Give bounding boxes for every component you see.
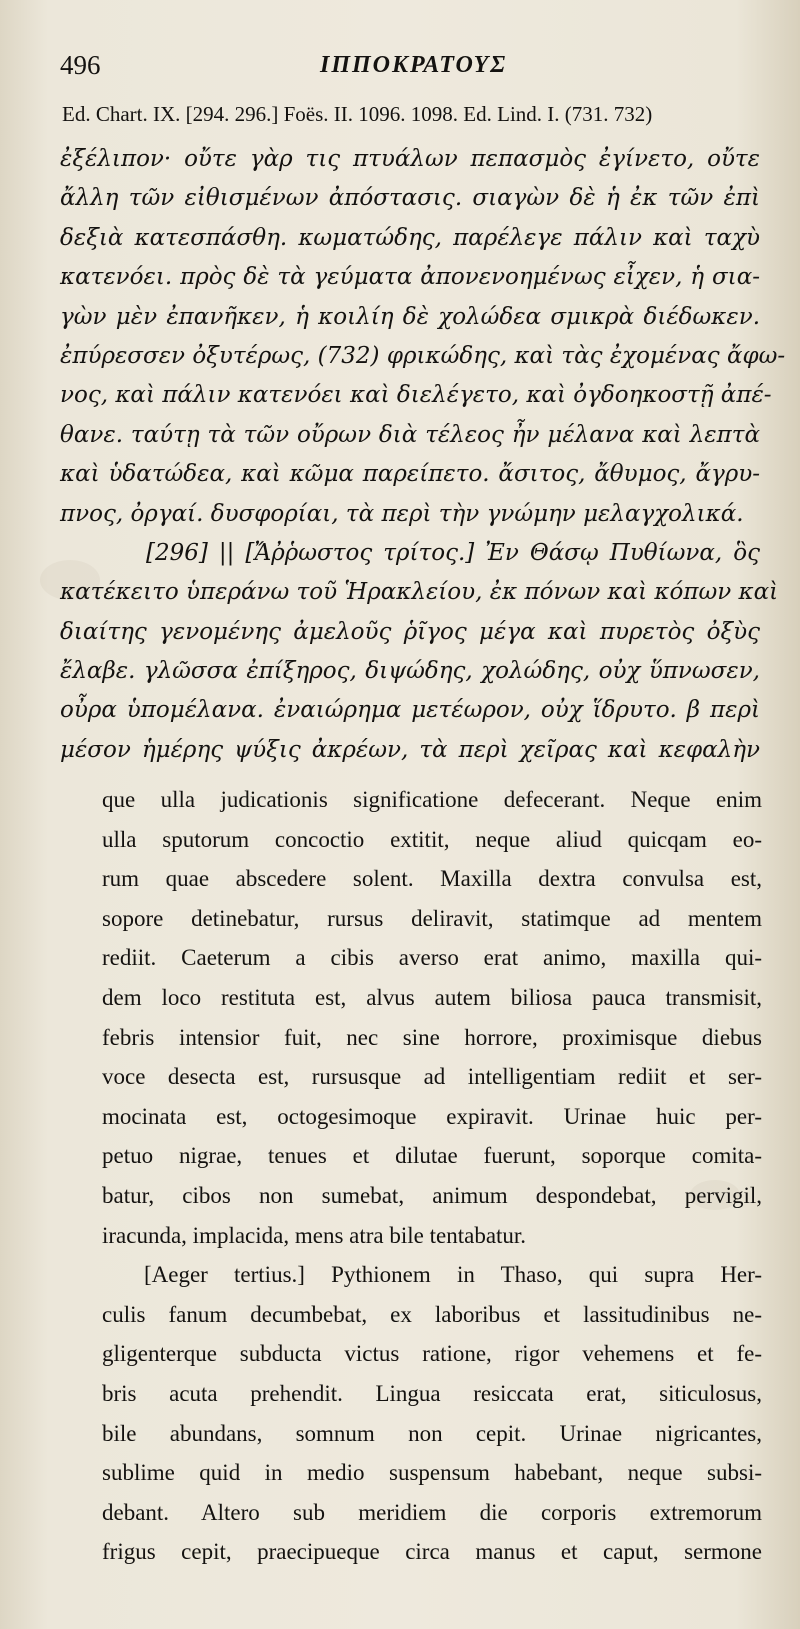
latin-line: culis fanum decumbebat, ex laboribus et lassitudinibus ne- xyxy=(102,1301,762,1327)
latin-line: febris intensior fuit, nec sine horrore, proximisque diebus xyxy=(102,1024,762,1050)
greek-line: πνος, ὀργαί. δυσφορίαι, τὰ περὶ τὴν γνώμην μελαγχολικά. xyxy=(60,500,744,527)
greek-line: γὼν μὲν ἐπανῆκεν, ἡ κοιλίη δὲ χολώδεα σμικρὰ διέδωκεν. xyxy=(60,303,760,330)
greek-line: νος, καὶ πάλιν κατενόει καὶ διελέγετο, καὶ ὀγδοηκοστῇ ἀπέ- xyxy=(60,382,772,409)
latin-line: rediit. Caeterum a cibis averso erat animo, maxilla qui- xyxy=(102,945,762,971)
latin-line: iracunda, implacida, mens atra bile tentabatur. xyxy=(102,1222,527,1248)
greek-line: ἔλαβε. γλῶσσα ἐπίξηρος, διψώδης, χολώδης, οὐχ ὕπνωσεν, xyxy=(60,658,760,685)
latin-line: frigus cepit, praecipueque circa manus et caput, sermone xyxy=(102,1539,762,1565)
greek-line: κατενόει. πρὸς δὲ τὰ γεύματα ἀπονενοημένως εἶχεν, ἡ σια- xyxy=(60,264,760,291)
greek-line: κατέκειτο ὑπεράνω τοῦ Ἡρακλείου, ἐκ πόνων καὶ κόπων καὶ xyxy=(60,579,779,606)
latin-line: rum quae abscedere solent. Maxilla dextra convulsa est, xyxy=(102,866,762,892)
latin-line: voce desecta est, rursusque ad intelligentiam rediit et ser- xyxy=(102,1064,762,1090)
latin-line: sublime quid in medio suspensum habebant, neque subsi- xyxy=(102,1460,762,1486)
latin-line: gligenterque subducta victus ratione, rigor vehemens et fe- xyxy=(102,1341,762,1367)
greek-line: θανε. ταύτῃ τὰ τῶν οὔρων διὰ τέλεος ἦν μέλανα καὶ λεπτὰ xyxy=(60,421,760,448)
latin-line: mocinata est, octogesimoque expiravit. Urinae huic per- xyxy=(102,1103,762,1129)
greek-line: [296] || [Ἄῤῥωστος τρίτος.] Ἐν Θάσῳ Πυθίωνα, ὃς xyxy=(146,539,760,566)
latin-text-block xyxy=(102,780,762,1572)
latin-line: bile abundans, somnum non cepit. Urinae nigricantes, xyxy=(102,1420,762,1446)
latin-line: dem loco restituta est, alvus autem biliosa pauca transmisit, xyxy=(102,984,762,1010)
greek-line: οὖρα ὑπομέλανα. ἐναιώρημα μετέωρον, οὐχ ἵδρυτο. β περὶ xyxy=(60,697,760,724)
page-number: 496 xyxy=(60,50,101,80)
greek-line: δεξιὰ κατεσπάσθη. κωματώδης, παρέλεγε πάλιν καὶ ταχὺ xyxy=(60,224,760,251)
greek-line: ἄλλη τῶν εἰθισμένων ἀπόστασις. σιαγὼν δὲ ἡ ἐκ τῶν ἐπὶ xyxy=(60,185,760,212)
latin-line: sopore detinebatur, rursus deliravit, statimque ad mentem xyxy=(102,905,762,931)
greek-text-block xyxy=(60,140,786,770)
greek-line: ἐπύρεσσεν ὀξυτέρως, (732) φρικώδης, καὶ τὰς ἐχομένας ἄφω- xyxy=(60,342,786,369)
latin-line: petuo nigrae, tenues et dilutae fuerunt, soporque comita- xyxy=(102,1143,762,1169)
latin-line: ulla sputorum concoctio extitit, neque aliud quicqam eo- xyxy=(102,826,762,852)
page-header xyxy=(60,50,750,90)
latin-line: debant. Altero sub meridiem die corporis extremorum xyxy=(102,1499,762,1525)
latin-line: bris acuta prehendit. Lingua resiccata erat, siticulosus, xyxy=(102,1380,762,1406)
running-title: ΙΠΠΟΚΡΑΤΟΥΣ xyxy=(320,52,508,78)
edition-reference: Ed. Chart. IX. [294. 296.] Foës. II. 1096. 1098. Ed. Lind. I. (731. 732) xyxy=(62,102,653,126)
greek-line: μέσον ἡμέρης ψύξις ἀκρέων, τὰ περὶ χεῖρας καὶ κεφαλὴν xyxy=(60,736,760,763)
greek-line: διαίτης γενομένης ἀμελοῦς ῥῖγος μέγα καὶ πυρετὸς ὀξὺς xyxy=(60,618,760,645)
latin-line: que ulla judicationis significatione defecerant. Neque enim xyxy=(102,787,762,812)
latin-line: batur, cibos non sumebat, animum despondebat, pervigil, xyxy=(102,1182,762,1208)
greek-line: ἐξέλιπον· οὔτε γὰρ τις πτυάλων πεπασμὸς ἐγίνετο, οὔτε xyxy=(60,146,760,172)
latin-line: [Aeger tertius.] Pythionem in Thaso, qui supra Her- xyxy=(144,1262,762,1288)
greek-line: καὶ ὑδατώδεα, καὶ κῶμα παρείπετο. ἄσιτος, ἄθυμος, ἄγρυ- xyxy=(60,461,760,488)
